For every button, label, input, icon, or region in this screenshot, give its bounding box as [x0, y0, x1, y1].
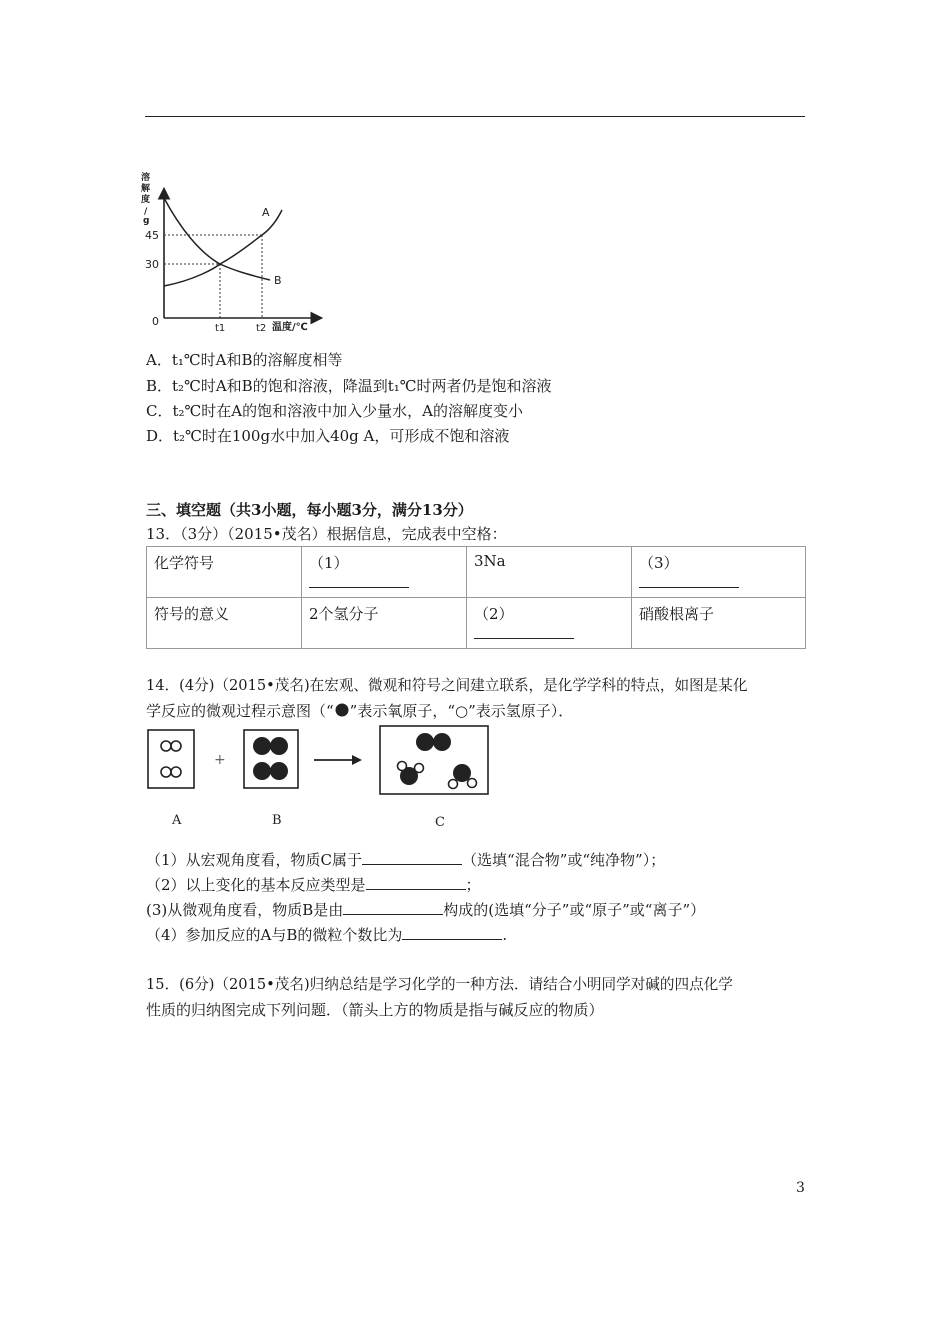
q15-line1: 15．(6分)（2015•茂名)归纳总结是学习化学的一种方法．请结合小明同学对碱的四点化学 — [146, 976, 733, 993]
label-b: B — [272, 813, 282, 828]
label-c: C — [435, 815, 445, 830]
q14-sub4: （4）参加反应的A与B的微粒个数比为 . — [146, 926, 508, 944]
q15-line2: 性质的归纳图完成下列问题．（箭头上方的物质是指与碱反应的物质） — [146, 1001, 604, 1019]
table-cell: （2） — [467, 598, 632, 649]
series-a-label: A — [262, 206, 270, 219]
option-a: A．t₁℃时A和B的溶解度相等 — [146, 351, 343, 369]
table-cell: 硝酸根离子 — [632, 598, 806, 649]
table-cell: （3） — [632, 547, 806, 598]
q14-line2: 学反应的微观过程示意图（“ ”表示氧原子，“○”表示氢原子）． — [146, 702, 574, 720]
q14-line1: 14．(4分)（2015•茂名)在宏观、微观和符号之间建立联系，是化学学科的特点，如图是某化 — [146, 677, 748, 694]
svg-text:g: g — [143, 216, 150, 226]
answer-blank[interactable] — [366, 875, 466, 890]
y-tick-45: 45 — [145, 229, 159, 242]
y-tick-30: 30 — [145, 258, 159, 271]
svg-text:度: 度 — [141, 195, 151, 205]
series-b-label: B — [274, 274, 282, 287]
section-title: 三、填空题（共3小题，每小题3分，满分13分） — [146, 501, 473, 519]
origin-label: 0 — [152, 315, 159, 328]
answer-blank-1[interactable] — [309, 587, 409, 588]
option-d: D．t₂℃时在100g水中加入40g A，可形成不饱和溶液 — [146, 427, 510, 445]
answer-blank[interactable] — [362, 850, 462, 865]
q13-prompt: 13．（3分）（2015•茂名）根据信息，完成表中空格： — [146, 525, 507, 543]
table-cell: 3Na — [467, 547, 632, 598]
table-row — [147, 598, 806, 649]
curve-a — [164, 210, 282, 286]
table-cell: （1） — [302, 547, 467, 598]
q13-table — [146, 546, 806, 649]
y-axis-label — [141, 171, 151, 226]
option-c: C．t₂℃时在A的饱和溶液中加入少量水，A的溶解度变小 — [146, 402, 523, 420]
curve-b — [164, 198, 270, 280]
answer-blank-3[interactable] — [639, 587, 739, 588]
option-b: B．t₂℃时A和B的饱和溶液，降温到t₁℃时两者仍是饱和溶液 — [146, 377, 552, 395]
oxygen-atom-icon — [334, 703, 350, 717]
table-cell: 化学符号 — [147, 547, 302, 598]
plus-sign: + — [214, 752, 226, 768]
x-tick-t2: t2 — [256, 323, 267, 334]
svg-text:溶: 溶 — [141, 173, 151, 183]
page-number: 3 — [796, 1180, 805, 1196]
svg-text:/: / — [144, 207, 148, 217]
svg-text:解: 解 — [141, 184, 151, 194]
table-row — [147, 547, 806, 598]
x-axis-label: 温度/℃ — [272, 322, 308, 333]
q14-sub3: (3)从微观角度看，物质B是由 构成的(选填“分子”或“原子”或“离子”） — [146, 901, 706, 919]
q14-sub2: （2）以上变化的基本反应类型是 ； — [146, 876, 481, 894]
header-rule — [145, 116, 805, 117]
reaction-diagram — [140, 724, 500, 834]
answer-blank[interactable] — [402, 925, 502, 940]
answer-blank[interactable] — [343, 900, 443, 915]
table-cell: 符号的意义 — [147, 598, 302, 649]
label-a: A — [172, 813, 182, 828]
q14-sub1: （1）从宏观角度看，物质C属于 （选填“混合物”或“纯净物”）； — [146, 851, 666, 869]
x-tick-t1: t1 — [215, 323, 226, 334]
solubility-chart — [140, 168, 330, 338]
answer-blank-2[interactable] — [474, 638, 574, 639]
table-cell: 2个氢分子 — [302, 598, 467, 649]
